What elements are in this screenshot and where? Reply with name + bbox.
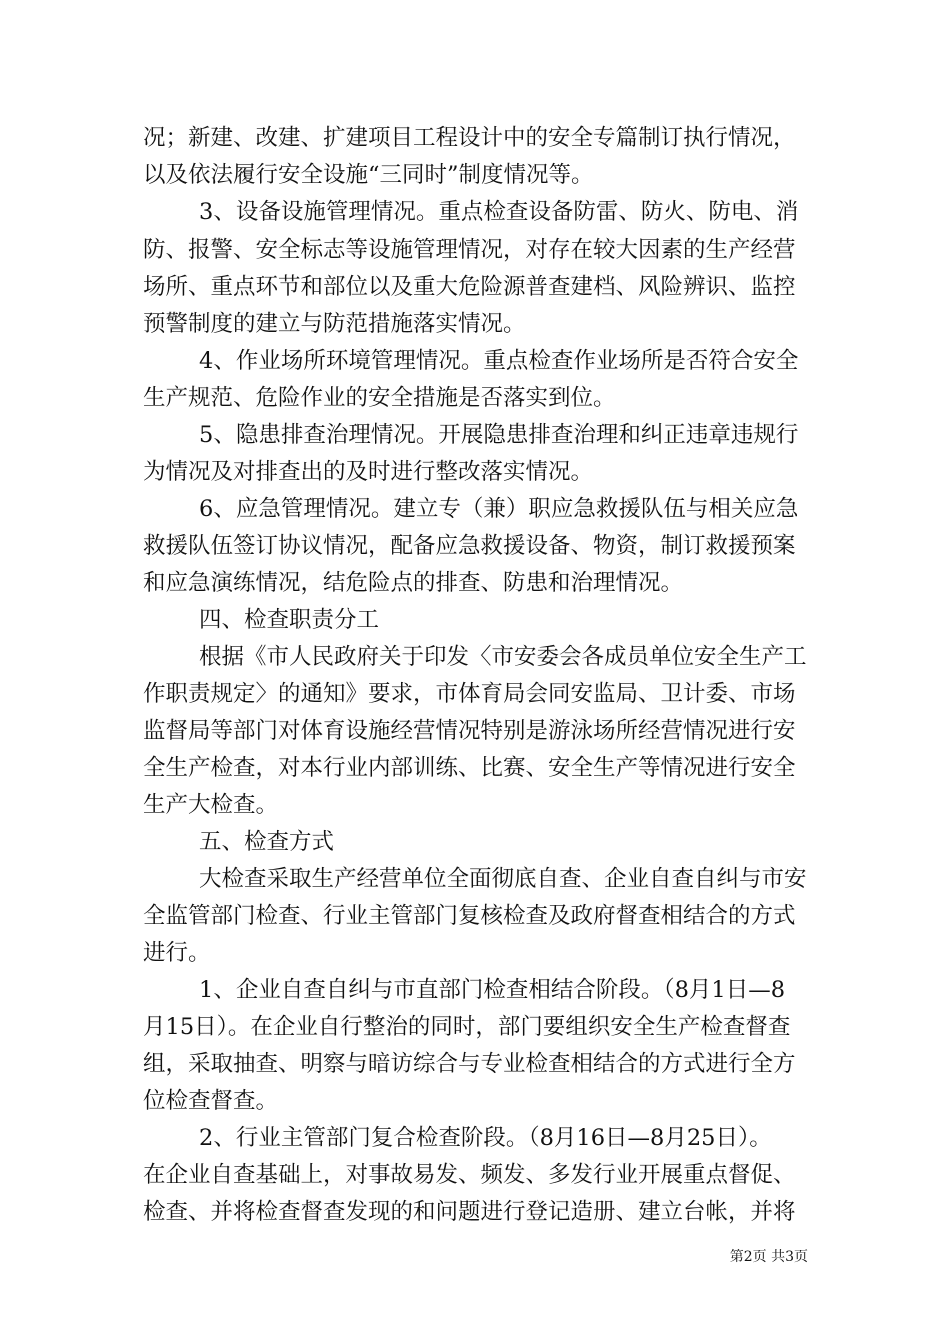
text-line: 月15日）。在企业自行整治的同时，部门要组织安全生产检查督查 <box>143 1014 791 1040</box>
text-line: 况；新建、改建、扩建项目工程设计中的安全专篇制订执行情况， <box>143 125 796 151</box>
text-line: 生产大检查。 <box>143 792 279 818</box>
text-line: 6、应急管理情况。建立专（兼）职应急救援队伍与相关应急 <box>199 496 799 522</box>
text-line: 4、作业场所环境管理情况。重点检查作业场所是否符合安全 <box>199 348 799 374</box>
text-line: 1、企业自查自纠与市直部门检查相结合阶段。（8月1日—8 <box>199 977 786 1003</box>
text-line: 监督局等部门对体育设施经营情况特别是游泳场所经营情况进行安 <box>143 718 796 744</box>
text-line: 检查、并将检查督查发现的和问题进行登记造册、建立台帐，并将 <box>143 1199 796 1225</box>
text-line: 3、设备设施管理情况。重点检查设备防雷、防火、防电、消 <box>199 199 799 225</box>
text-line: 进行。 <box>143 940 211 966</box>
text-line: 预警制度的建立与防范措施落实情况。 <box>143 311 526 337</box>
text-line: 以及依法履行安全设施“三同时”制度情况等。 <box>143 162 594 188</box>
section-heading: 五、检查方式 <box>199 829 335 855</box>
text-line: 救援队伍签订协议情况，配备应急救援设备、物资，制订救援预案 <box>143 533 796 559</box>
page-number: 第2页 共3页 <box>729 1249 808 1265</box>
text-line: 生产规范、危险作业的安全措施是否落实到位。 <box>143 385 616 411</box>
text-line: 在企业自查基础上，对事故易发、频发、多发行业开展重点督促、 <box>143 1162 796 1188</box>
text-line: 组，采取抽查、明察与暗访综合与专业检查相结合的方式进行全方 <box>143 1051 796 1077</box>
text-line: 根据《市人民政府关于印发〈市安委会各成员单位安全生产工 <box>199 644 807 670</box>
text-line: 位检查督查。 <box>143 1088 279 1114</box>
text-line: 为情况及对排查出的及时进行整改落实情况。 <box>143 459 594 485</box>
text-line: 2、行业主管部门复合检查阶段。（8月16日—8月25日）。 <box>199 1125 772 1151</box>
text-line: 作职责规定〉的通知》要求，市体育局会同安监局、卫计委、市场 <box>143 681 796 707</box>
text-line: 全监管部门检查、行业主管部门复核检查及政府督查相结合的方式 <box>143 903 796 929</box>
section-heading: 四、检查职责分工 <box>199 607 380 633</box>
text-line: 和应急演练情况，结危险点的排查、防患和治理情况。 <box>143 570 684 596</box>
text-line: 防、报警、安全标志等设施管理情况，对存在较大因素的生产经营 <box>143 237 796 263</box>
text-line: 5、隐患排查治理情况。开展隐患排查治理和纠正违章违规行 <box>199 422 799 448</box>
text-line: 全生产检查，对本行业内部训练、比赛、安全生产等情况进行安全 <box>143 755 796 781</box>
text-line: 大检查采取生产经营单位全面彻底自查、企业自查自纠与市安 <box>199 866 807 892</box>
text-line: 场所、重点环节和部位以及重大危险源普查建档、风险辨识、监控 <box>143 274 796 300</box>
